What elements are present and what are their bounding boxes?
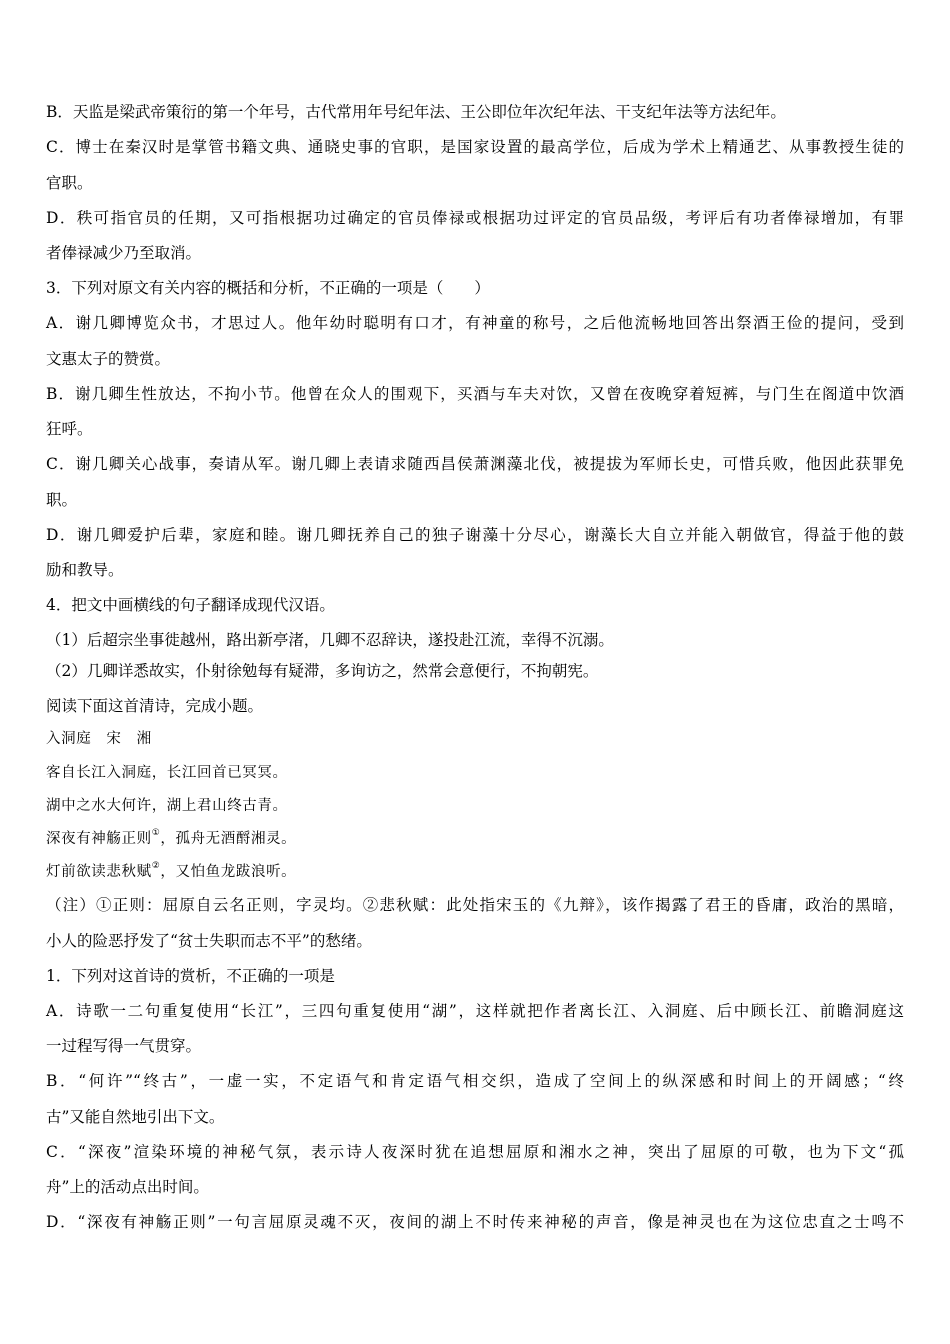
- option-c-line-1: C．博士在秦汉时是掌管书籍文典、通晓史事的官职，是国家设置的最高学位，后成为学术上精通艺、从事教授生徒的: [46, 138, 904, 156]
- q3-option-b-line-2: 狂呼。: [46, 420, 93, 438]
- q3-option-d-line-1: D．谢几卿爱护后辈，家庭和睦。谢几卿抚养自己的独子谢藻十分尽心，谢藻长大自立并能入朝做官，得益于他的鼓: [46, 526, 904, 544]
- option-d-line-1: D．秩可指官员的任期，又可指根据功过确定的官员俸禄或根据功过评定的官员品级，考评后有功者俸禄增加，有罪: [46, 209, 904, 227]
- poem-line-3-rest: ，孤舟无酒酹湘灵。: [160, 831, 297, 847]
- q3-option-c-line-1: C．谢几卿关心战事，奏请从军。谢几卿上表请求随西昌侯萧渊藻北伐，被提拔为军师长史，可惜兵败，他因此获罪免: [46, 455, 904, 473]
- option-c-line-2: 官职。: [46, 174, 93, 192]
- q3-option-a-line-1: A．谢几卿博览众书，才思过人。他年幼时聪明有口才，有神童的称号，之后他流畅地回答出祭酒王俭的提问，受到: [46, 314, 904, 332]
- option-b-line: B．天监是梁武帝策衍的第一个年号，古代常用年号纪年法、王公即位年次纪年法、干支纪年法等方法纪年。: [46, 103, 786, 121]
- pq1-option-c-line-2: 舟”上的活动点出时间。: [46, 1178, 209, 1196]
- q3-option-c-line-2: 职。: [46, 491, 78, 509]
- footnote-mark-1: ①: [151, 828, 161, 839]
- q3-option-d-line-2: 励和教导。: [46, 561, 124, 579]
- poem-line-4: [46, 862, 296, 882]
- poem-title: 入洞庭 宋 湘: [46, 731, 152, 747]
- poem-line-3-text: 深夜有神觞正则: [46, 831, 152, 847]
- pq1-option-b-line-2: 古”又能自然地引出下文。: [46, 1108, 225, 1126]
- q4-sentence-2: （2）几卿详悉故实，仆射徐勉每有疑滞，多询访之，然常会意便行，不拘朝宪。: [46, 662, 599, 680]
- poem-note-line-2: 小人的险恶抒发了“贫士失职而志不平”的愁绪。: [46, 932, 372, 950]
- question-3-stem: 3．下列对原文有关内容的概括和分析，不正确的一项是（ ）: [46, 279, 490, 297]
- poem-line-2: 湖中之水大何许，湖上君山终古青。: [46, 798, 288, 814]
- footnote-mark-2: ②: [151, 861, 161, 872]
- poem-line-4-text: 灯前欲读悲秋赋: [46, 864, 152, 880]
- q4-sentence-1: （1）后超宗坐事徙越州，路出新亭渚，几卿不忍辞诀，遂投赴江流，幸得不沉溺。: [46, 631, 614, 649]
- poem-question-1-stem: 1．下列对这首诗的赏析，不正确的一项是: [46, 967, 335, 985]
- pq1-option-c-line-1: C．“深夜”渲染环境的神秘气氛，表示诗人夜深时犹在追想屈原和湘水之神，突出了屈原的可敬，也为下文“孤: [46, 1143, 904, 1161]
- poem-line-1: 客自长江入洞庭，长江回首已冥冥。: [46, 765, 288, 781]
- pq1-option-a-line-1: A．诗歌一二句重复使用“长江”，三四句重复使用“湖”，这样就把作者离长江、入洞庭、后中顾长江、前瞻洞庭这: [46, 1002, 904, 1020]
- q3-option-a-line-2: 文惠太子的赞赏。: [46, 350, 171, 368]
- option-d-line-2: 者俸禄减少乃至取消。: [46, 244, 202, 262]
- pq1-option-a-line-2: 一过程写得一气贯穿。: [46, 1037, 202, 1055]
- poem-note-line-1: （注）①正则：屈原自云名正则，字灵均。②悲秋赋：此处指宋玉的《九辩》，该作揭露了君王的昏庸，政治的黑暗，: [46, 896, 904, 914]
- pq1-option-d-line-1: D．“深夜有神觞正则”一句言屈原灵魂不灭，夜间的湖上不时传来神秘的声音，像是神灵也在为这位忠直之士鸣不: [46, 1213, 904, 1231]
- poem-line-3: [46, 829, 296, 849]
- question-4-stem: 4．把文中画横线的句子翻译成现代汉语。: [46, 596, 335, 614]
- q3-option-b-line-1: B．谢几卿生性放达，不拘小节。他曾在众人的围观下，买酒与车夫对饮，又曾在夜晚穿着短裤，与门生在阁道中饮酒: [46, 385, 904, 403]
- poem-intro: 阅读下面这首清诗，完成小题。: [46, 697, 264, 715]
- pq1-option-b-line-1: B．“何许”“终古”，一虚一实，不定语气和肯定语气相交织，造成了空间上的纵深感和时间上的开阔感；“终: [46, 1072, 904, 1090]
- poem-line-4-rest: ，又怕鱼龙跋浪听。: [160, 864, 297, 880]
